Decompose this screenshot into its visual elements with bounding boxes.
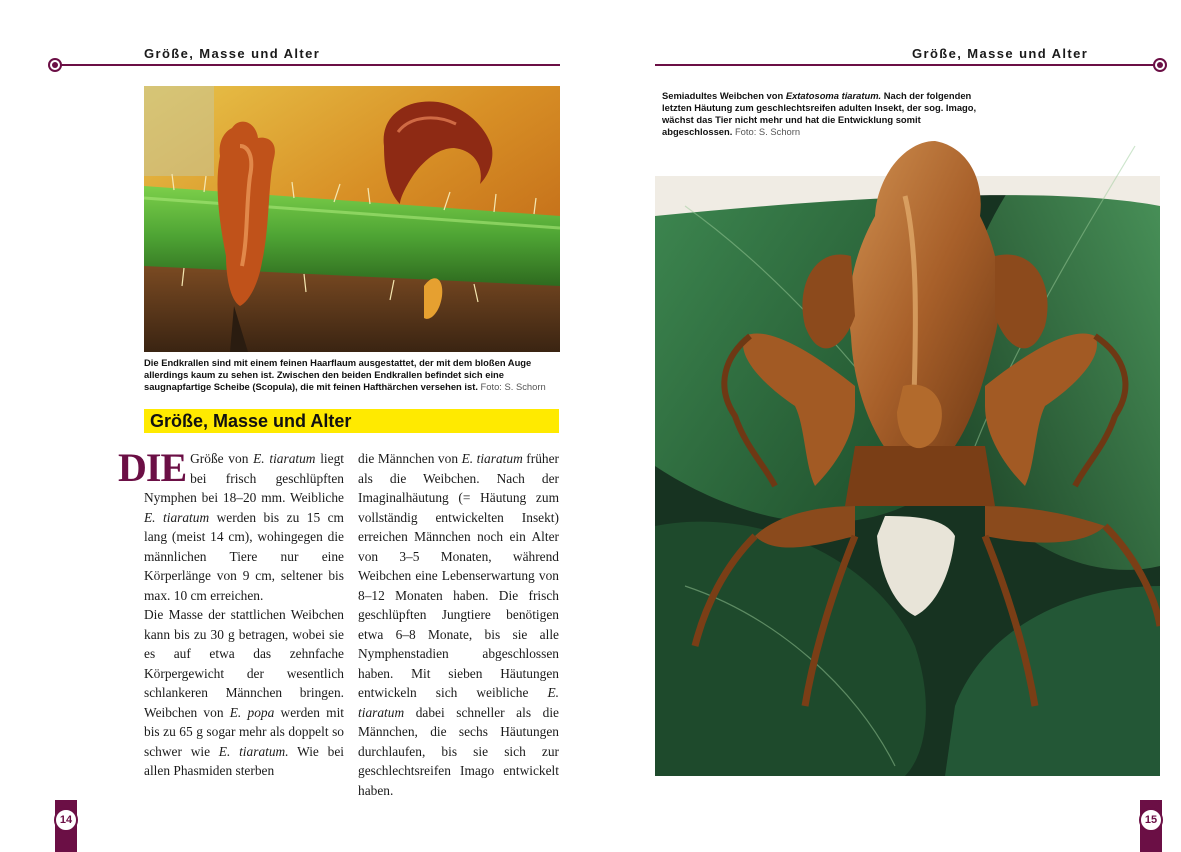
claw-photo-image	[144, 86, 560, 352]
stick-caption-text-a: Semiadultes Weibchen von	[662, 90, 786, 101]
paragraph-text: dabei schneller als die Männchen, die sechs Häutungen durchlaufen, bis sie sich zur geschlechtsreifen Imago entwickelt haben.	[358, 704, 559, 798]
paragraph-text: früher als die Weibchen. Nach der Imaginalhäutung (= Häutung zum vollständig entwickelten Insekt) erreichen Männchen noch ein Alter von 3–5 Monaten, während Weibchen eine Lebenserwartung von 8–12 Monaten haben. Die frisch geschlüpften Jungtiere benötigen etwa 6–8 Monate, bis sie alle Nymphenstadien abgeschlossen haben. Mit sieben Häutungen entwickeln sich weibliche	[358, 451, 559, 700]
species-name: E. tiaratum.	[218, 743, 289, 759]
page-number-tab	[1140, 800, 1162, 852]
text-column-2	[358, 449, 559, 800]
stick-caption-text-b: Nach der folgenden letzten Häutung zum geschlechtsreifen adulten Insekt, der sog. Imago, wächst das Tier nicht mehr und hat die Entwicklung somit abgeschlossen.	[662, 90, 977, 137]
stick-insect-photo	[655, 86, 1160, 776]
paragraph-text: die Männchen von	[358, 451, 462, 466]
stick-caption-species: Extatosoma tiaratum.	[785, 90, 882, 101]
running-head-rule	[60, 64, 560, 66]
paragraph-text: Wie bei allen Phasmiden sterben	[144, 743, 344, 778]
species-name: E. tiaratum	[358, 685, 559, 720]
claw-caption-text: Die Endkrallen sind mit einem feinen Haarflaum ausgestattet, der mit dem bloßen Auge allerdings kaum zu sehen ist. Zwischen den beiden Endkrallen befindet sich eine saugnapfartige Scheibe (Scopula), die mit feinen Hafthärchen versehen ist.	[144, 357, 532, 392]
species-name: E. tiaratum	[461, 451, 523, 466]
paragraph-text: Die Masse der stattlichen Weibchen kann bis zu 30 g betragen, wobei sie es auf etwa das zehnfache Körpergewicht der wesentlich schlankeren Männchen bringen. Weibchen von	[144, 607, 344, 720]
paragraph-text: Größe von	[190, 451, 254, 466]
stick-caption-credit: Foto: S. Schorn	[734, 126, 801, 137]
paragraph-text: werden bis zu 15 cm lang (meist 14 cm), wohingegen die männlichen Tiere nur eine Körperlänge von 9 cm, seltener bis max. 10 cm erreichen.	[144, 509, 344, 603]
running-head: Größe, Masse und Alter	[912, 46, 1089, 61]
left-page	[0, 0, 590, 852]
species-name: E. tiaratum	[253, 451, 316, 466]
paragraph-text: werden mit bis zu 65 g sogar mehr als doppelt so schwer wie	[144, 704, 345, 759]
section-heading: Größe, Masse und Alter	[144, 409, 559, 433]
claw-photo	[144, 86, 560, 352]
running-head-bullet-icon	[1153, 58, 1167, 72]
paragraph-3	[358, 449, 559, 800]
claw-photo-caption	[144, 357, 560, 393]
page-number: 14	[54, 808, 78, 832]
stick-insect-photo-image	[655, 86, 1160, 776]
running-head-rule	[655, 64, 1155, 66]
page-number-tab	[55, 800, 77, 852]
stick-insect-caption	[662, 90, 982, 138]
species-name: E. tiaratum	[144, 509, 210, 525]
right-page	[590, 0, 1181, 852]
running-head: Größe, Masse und Alter	[144, 46, 321, 61]
text-column-1	[118, 445, 345, 781]
paragraph-2	[144, 605, 344, 781]
claw-caption-credit: Foto: S. Schorn	[480, 381, 546, 392]
paragraph-1	[118, 445, 344, 605]
paragraph-text: liegt bei frisch geschlüpften Nymphen bei 18–20 mm. Weibliche	[144, 451, 344, 505]
dropcap: DIE	[118, 445, 187, 490]
species-name: E. popa	[229, 704, 275, 720]
page-number: 15	[1139, 808, 1163, 832]
